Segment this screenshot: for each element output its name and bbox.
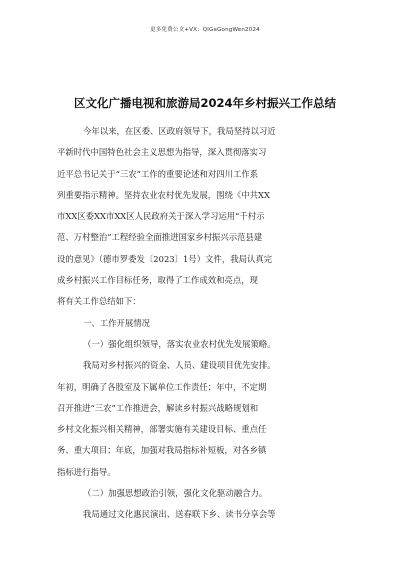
body-line: 市XX区委XX市XX区人民政府关于深入学习运用“千村示 xyxy=(57,211,265,222)
body-line: 近平总书记关于“三农”工作的重要论述和对四川工作系 xyxy=(57,168,259,179)
body-line: 务、重大项目；年底，加强对我局指标补短板，对各乡镇 xyxy=(57,445,267,456)
body-line: 范、万村整治”工程经验全面推进国家乡村振兴示范县建 xyxy=(57,232,263,243)
body-line: 乡村文化振兴相关精神，部署实施有关建设目标、重点任 xyxy=(57,424,267,435)
body-line: 指标进行指导。 xyxy=(57,466,116,477)
subsection-heading: （二）加强思想政治引领，强化文化驱动融合力。 xyxy=(83,488,268,499)
document-title: 区文化广播电视和旅游局2024年乡村振兴工作总结 xyxy=(73,96,336,110)
body-line: 我局通过文化惠民演出、送春联下乡、读书分享会等 xyxy=(83,509,276,520)
body-line: 成乡村振兴工作目标任务，取得了工作成效和亮点，现 xyxy=(57,275,258,286)
body-line: 设的意见》（德市罗委发〔2023〕1号）文件，我局认真完 xyxy=(57,253,273,264)
section-heading: 一、工作开展情况 xyxy=(83,317,150,328)
body-line: 将有关工作总结如下： xyxy=(57,296,141,307)
body-line: 召开推进“三农”工作推进会，解读乡村振兴战略规划和 xyxy=(57,402,259,413)
body-line: 我局对乡村振兴的资金、人员、建设项目优先安排。 xyxy=(83,360,276,371)
body-line: 列重要指示精神。坚持农业农村优先发展，围绕《中共XX xyxy=(57,189,270,200)
body-line: 平新时代中国特色社会主义思想为指导，深入贯彻落实习 xyxy=(57,147,267,158)
body-line: 今年以来，在区委、区政府领导下，我局坚持以习近 xyxy=(83,126,276,136)
header-note: 更多免费公文+VX：QiGeGongWen2024 xyxy=(150,27,260,33)
document-body xyxy=(57,121,353,526)
body-line: 年初，明确了各股室及下属单位工作责任；年中，不定期 xyxy=(57,381,267,392)
subsection-heading: （一）强化组织领导，落实农业农村优先发展策略。 xyxy=(83,338,276,349)
